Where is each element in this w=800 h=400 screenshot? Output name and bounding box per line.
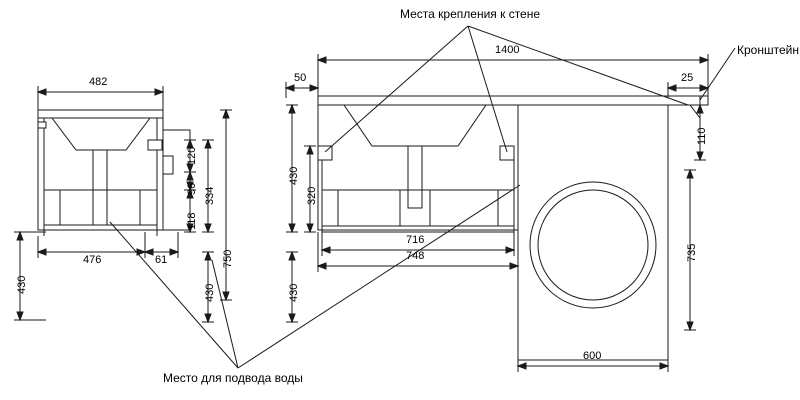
dim-label-735: 735 bbox=[686, 243, 698, 262]
dim-label-600: 600 bbox=[583, 350, 602, 362]
dim-label-748: 748 bbox=[406, 250, 425, 262]
dim-label-334: 334 bbox=[204, 186, 216, 205]
dim-label-750: 750 bbox=[222, 249, 234, 268]
dim-label-120: 120 bbox=[186, 146, 198, 165]
dim-50 bbox=[286, 82, 318, 98]
annotation-water-supply: Место для подвода воды bbox=[163, 371, 303, 385]
dim-label-476: 476 bbox=[83, 254, 102, 266]
dim-label-110: 110 bbox=[696, 127, 708, 145]
dim-label-430-inner: 430 bbox=[204, 283, 216, 302]
dim-label-96: 96 bbox=[186, 182, 198, 195]
right-view-assembly bbox=[318, 96, 708, 360]
dim-label-320: 320 bbox=[306, 186, 318, 205]
dim-label-716: 716 bbox=[406, 234, 425, 246]
dim-label-50: 50 bbox=[294, 72, 307, 84]
dim-label-25: 25 bbox=[681, 72, 694, 84]
dim-label-430-rv-bottom: 430 bbox=[288, 283, 300, 302]
dim-label-430-rv-top: 430 bbox=[288, 166, 300, 185]
leader-bracket bbox=[700, 48, 735, 100]
dim-label-61: 61 bbox=[155, 254, 168, 266]
left-view-cabinet bbox=[38, 110, 190, 236]
dim-label-1400: 1400 bbox=[495, 44, 520, 56]
dim-label-430-left: 430 bbox=[16, 275, 28, 294]
dim-label-482: 482 bbox=[89, 76, 108, 88]
dim-label-118: 118 bbox=[186, 212, 198, 230]
dim-750 bbox=[220, 110, 232, 300]
dim-482 bbox=[38, 86, 163, 112]
annotation-bracket: Кронштейн bbox=[737, 43, 799, 57]
annotation-wall-mount: Места крепления к стене bbox=[400, 7, 541, 21]
